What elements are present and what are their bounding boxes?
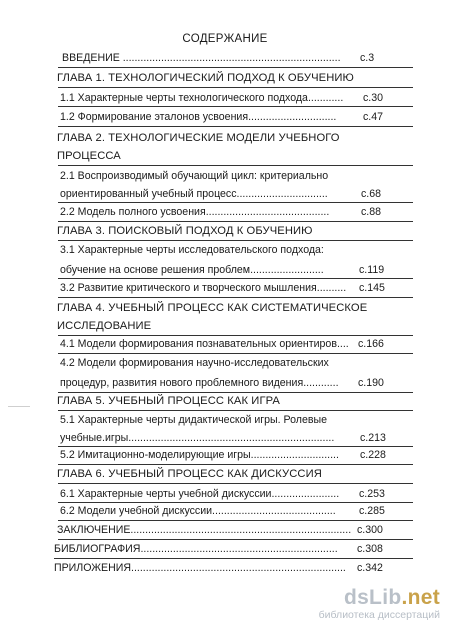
toc-entry-text: 3.2 Развитие критического и творческого мышления.......... bbox=[60, 282, 347, 294]
toc-entry-text: 6.1 Характерные черты учебной дискуссии....................... bbox=[60, 488, 340, 500]
toc-entry-text: ГЛАВА 4. УЧЕБНЫЙ ПРОЦЕСС КАК СИСТЕМАТИЧЕСКОЕ bbox=[57, 302, 368, 314]
divider bbox=[58, 126, 413, 127]
toc-entry bbox=[0, 242, 450, 258]
toc-chapter-heading-continued bbox=[0, 318, 450, 334]
divider bbox=[58, 483, 413, 484]
toc-entry bbox=[0, 412, 450, 428]
toc-entry-text: 3.1 Характерные черты исследовательского подхода: bbox=[60, 244, 324, 256]
toc-entry-page: с.253 bbox=[359, 488, 385, 500]
toc-entry-page: с.190 bbox=[358, 377, 384, 389]
toc-entry-text: 4.1 Модели формирования познавательных ориентиров.... bbox=[60, 338, 349, 350]
toc-entry bbox=[0, 109, 450, 125]
toc-entry bbox=[0, 336, 450, 352]
toc-entry-page: с.30 bbox=[363, 92, 384, 104]
page-title: СОДЕРЖАНИЕ bbox=[182, 33, 268, 45]
toc-chapter-heading bbox=[0, 466, 450, 482]
toc-entry-text: 2.1 Воспроизводимый обучающий цикл: критериально bbox=[60, 170, 329, 182]
divider bbox=[58, 539, 413, 540]
divider bbox=[58, 278, 413, 279]
toc-entry-text: 2.2 Модель полного усвоения.......................................... bbox=[60, 206, 330, 218]
toc-entry-continued bbox=[0, 186, 450, 202]
toc-entry-text: ГЛАВА 3. ПОИСКОВЫЙ ПОДХОД К ОБУЧЕНИЮ bbox=[57, 225, 313, 237]
toc-entry-text: ГЛАВА 5. УЧЕБНЫЙ ПРОЦЕСС КАК ИГРА bbox=[57, 395, 280, 407]
toc-entry-text: ГЛАВА 1. ТЕХНОЛОГИЧЕСКИЙ ПОДХОД К ОБУЧЕНИЮ bbox=[57, 72, 354, 84]
toc-entry-bibliography bbox=[0, 541, 450, 557]
divider bbox=[58, 297, 413, 298]
toc-entry-text: ориентированный учебный процесс............................... bbox=[60, 188, 328, 200]
toc-entry-text: 5.1 Характерные черты дидактической игры. Ролевые bbox=[60, 414, 328, 426]
toc-entry-page: с.119 bbox=[359, 264, 385, 276]
toc-entry-continued bbox=[0, 430, 450, 446]
divider bbox=[58, 353, 413, 354]
toc-chapter-heading-continued bbox=[0, 148, 450, 164]
toc-entry-page: с.3 bbox=[360, 52, 375, 64]
toc-entry-text: 5.2 Имитационно-моделирующие игры.............................. bbox=[60, 449, 339, 461]
toc-entry-text: БИБЛИОГРАФИЯ................................................................... bbox=[54, 543, 338, 555]
toc-entry-text: учебные.игры...................................................................... bbox=[60, 432, 335, 444]
toc-entry-page: с.308 bbox=[357, 543, 383, 555]
toc-chapter-heading bbox=[0, 300, 450, 316]
toc-entry-text: обучение на основе решения проблем......................... bbox=[60, 264, 324, 276]
toc-entry bbox=[0, 204, 450, 220]
toc-entry-page: с.300 bbox=[357, 524, 383, 536]
toc-entry-page: с.47 bbox=[363, 111, 384, 123]
toc-entry-page: с.213 bbox=[360, 432, 386, 444]
toc-chapter-heading bbox=[0, 393, 450, 409]
toc-entry bbox=[0, 503, 450, 519]
toc-entry bbox=[0, 90, 450, 106]
divider bbox=[58, 410, 413, 411]
toc-entry-continued bbox=[0, 375, 450, 391]
toc-entry-page: с.68 bbox=[361, 188, 382, 200]
toc-entry bbox=[0, 486, 450, 502]
toc-entry-text: ПРИЛОЖЕНИЯ......................................................................... bbox=[54, 562, 346, 574]
scan-artifact bbox=[8, 406, 30, 407]
toc-entry-page: с.228 bbox=[360, 449, 386, 461]
toc-entry-text: ГЛАВА 2. ТЕХНОЛОГИЧЕСКИЕ МОДЕЛИ УЧЕБНОГО bbox=[57, 132, 340, 144]
divider bbox=[58, 520, 413, 521]
toc-chapter-heading bbox=[0, 223, 450, 239]
toc-entry-introduction bbox=[0, 50, 450, 66]
divider bbox=[58, 240, 413, 241]
watermark-logo bbox=[319, 587, 440, 622]
watermark-brand-main: dsLib bbox=[343, 586, 402, 609]
toc-entry bbox=[0, 280, 450, 296]
watermark-brand-tld: .net bbox=[401, 586, 440, 609]
divider bbox=[58, 202, 413, 203]
toc-entry bbox=[0, 168, 450, 184]
divider bbox=[58, 165, 413, 166]
divider bbox=[58, 67, 413, 68]
divider bbox=[58, 221, 413, 222]
toc-entry-page: с.166 bbox=[358, 338, 384, 350]
divider bbox=[58, 464, 413, 465]
toc-entry-page: с.88 bbox=[361, 206, 382, 218]
toc-entry-continued bbox=[0, 262, 450, 278]
watermark-brand bbox=[319, 587, 440, 609]
toc-entry-text: 6.2 Модели учебной дискуссии.......................................... bbox=[60, 505, 336, 517]
toc-entry-page: с.285 bbox=[359, 505, 385, 517]
divider bbox=[58, 106, 413, 107]
watermark-subtitle: библиотека диссертаций bbox=[318, 609, 440, 621]
toc-entry-text: ГЛАВА 6. УЧЕБНЫЙ ПРОЦЕСС КАК ДИСКУССИЯ bbox=[57, 468, 322, 480]
toc-entry-appendices bbox=[0, 560, 450, 576]
toc-entry-text: процедур, развития нового проблемного видения............ bbox=[60, 377, 339, 389]
toc-entry-page: с.342 bbox=[357, 562, 383, 574]
toc-chapter-heading bbox=[0, 70, 450, 86]
toc-entry-text: ИССЛЕДОВАНИЕ bbox=[57, 320, 152, 332]
toc-entry-text: 4.2 Модели формирования научно-исследовательских bbox=[60, 357, 329, 369]
toc-entry-text: 1.1 Характерные черты технологического подхода............ bbox=[60, 92, 344, 104]
toc-chapter-heading bbox=[0, 130, 450, 146]
toc-entry bbox=[0, 447, 450, 463]
toc-entry-text: ПРОЦЕССА bbox=[57, 150, 121, 162]
divider bbox=[54, 558, 413, 559]
toc-entry-text: ВВЕДЕНИЕ .......................................................................... bbox=[62, 52, 341, 64]
toc-entry bbox=[0, 355, 450, 371]
toc-entry-page: с.145 bbox=[359, 282, 385, 294]
divider bbox=[58, 87, 413, 88]
toc-entry-text: ЗАКЛЮЧЕНИЕ........................................................................... bbox=[57, 524, 352, 536]
toc-entry-text: 1.2 Формирование эталонов усвоения.............................. bbox=[60, 111, 337, 123]
toc-entry-conclusion bbox=[0, 522, 450, 538]
